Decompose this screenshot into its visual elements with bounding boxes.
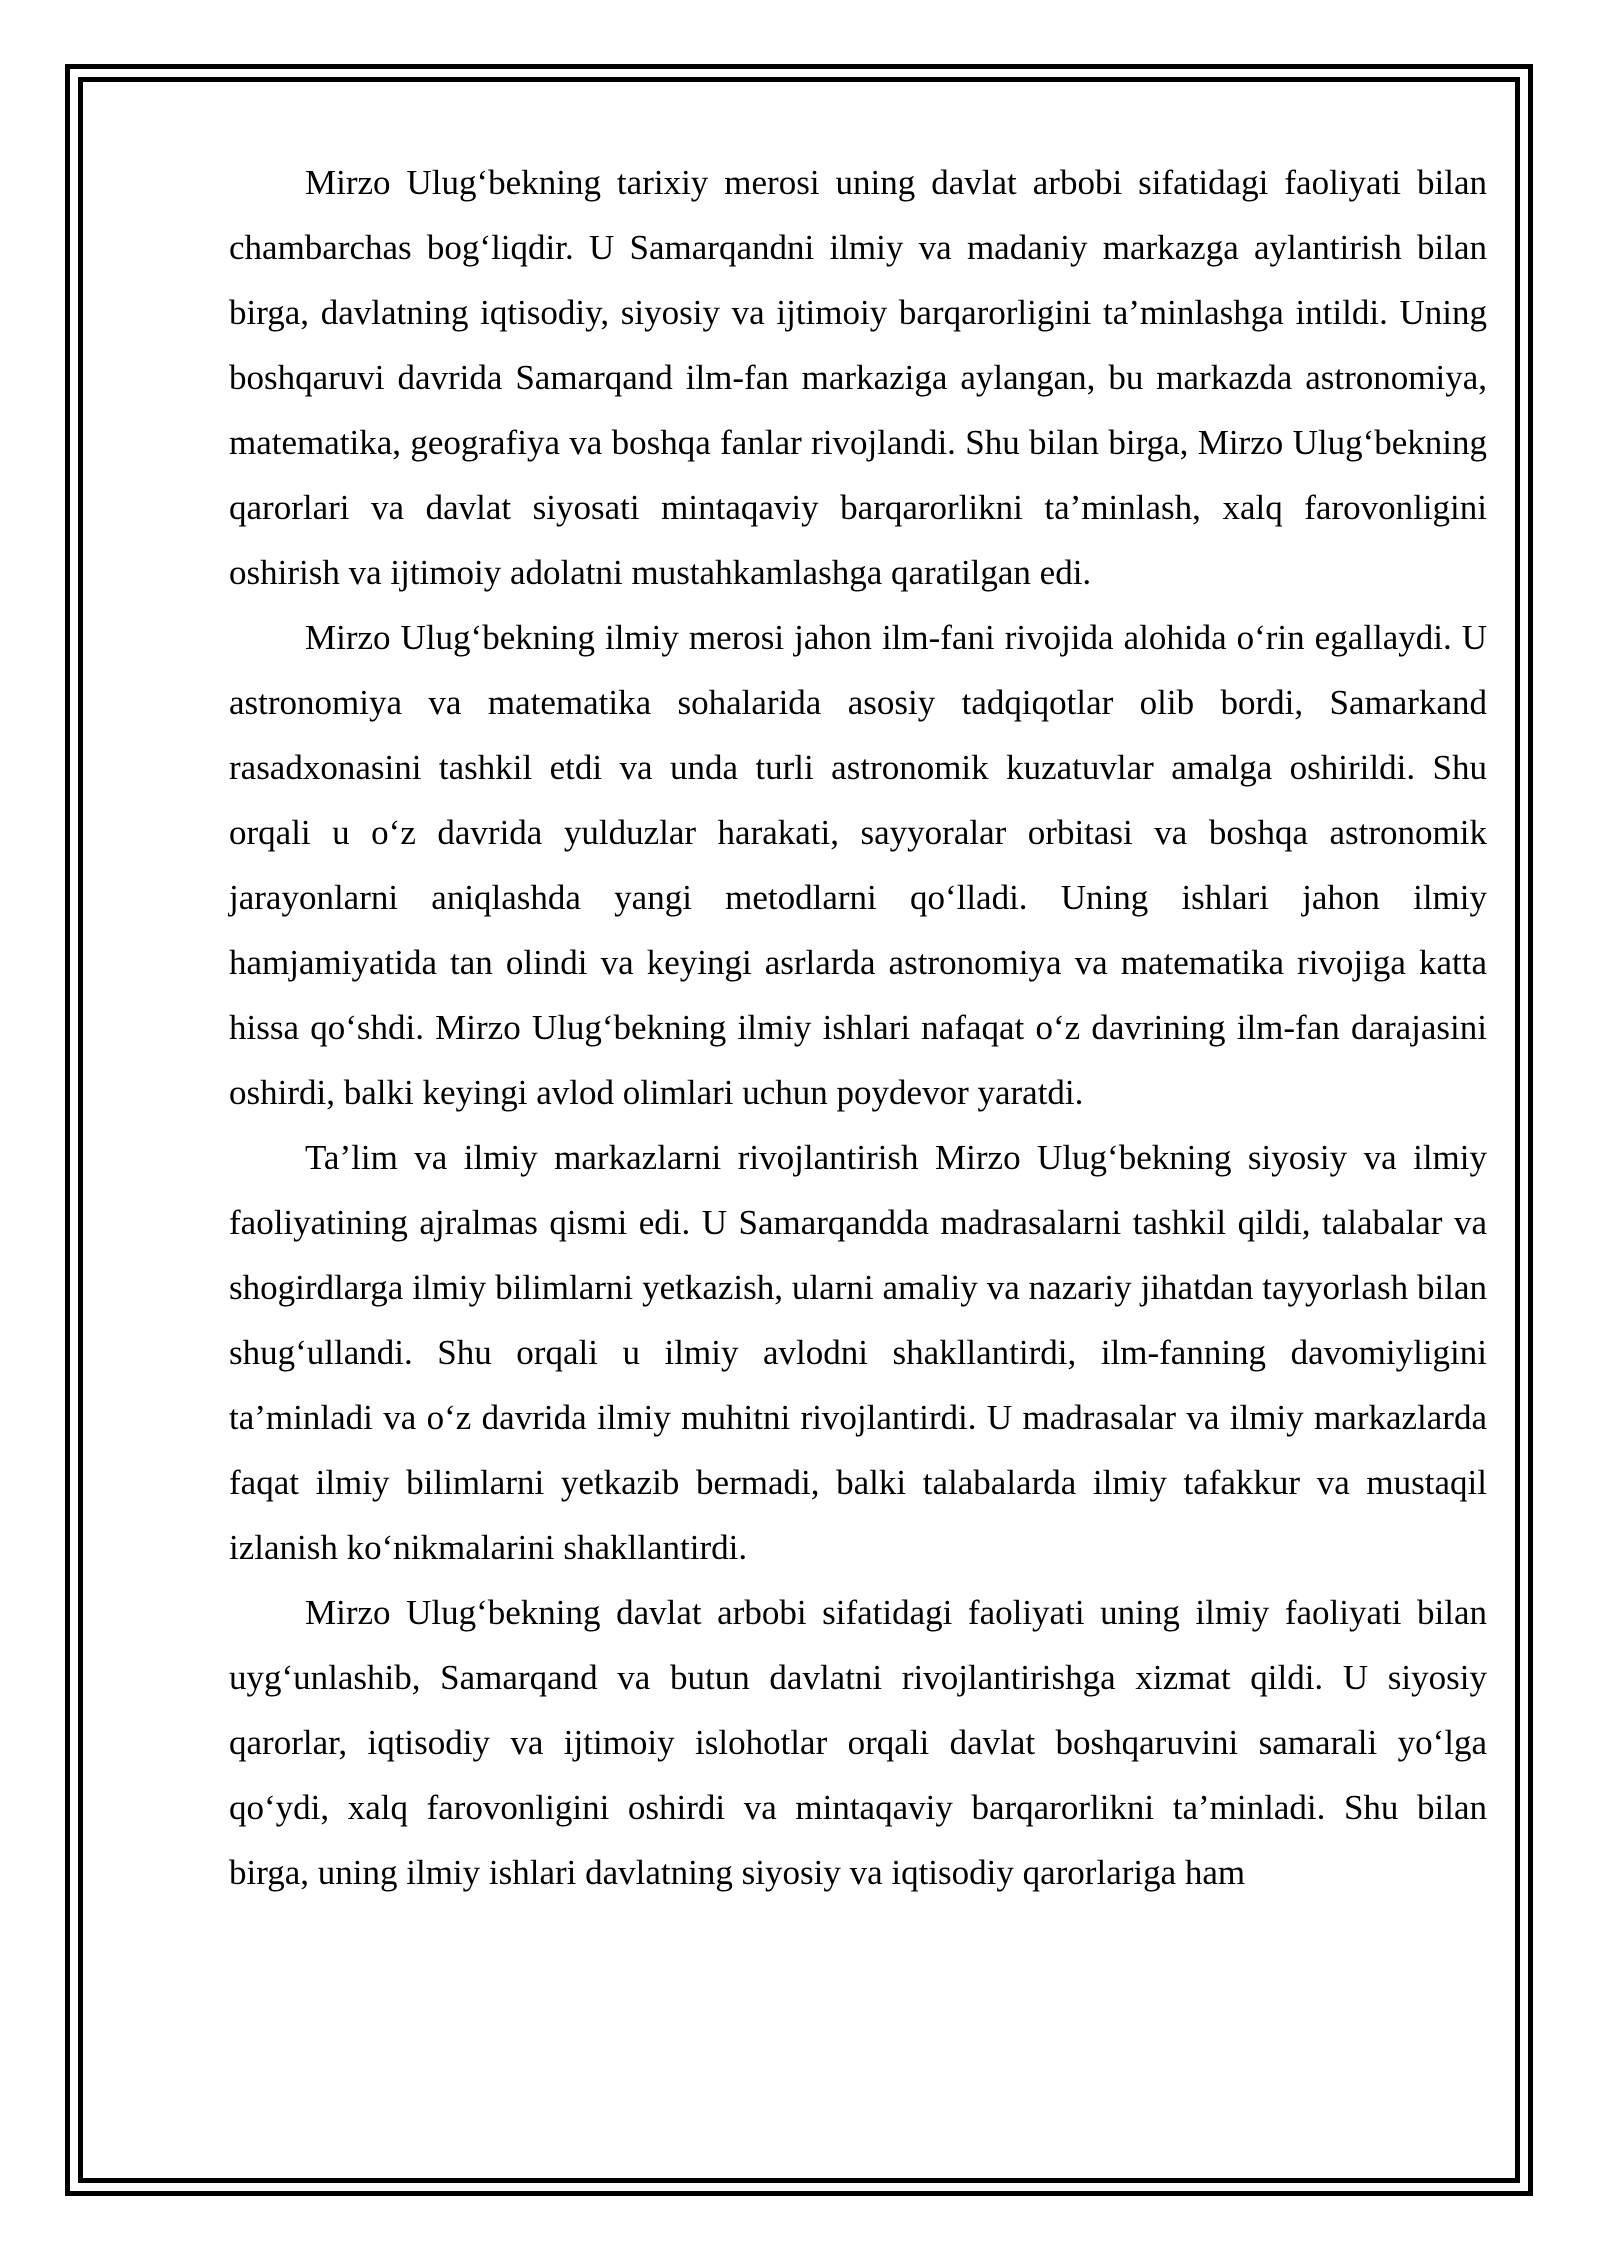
paragraph-4: Mirzo Ulug‘bekning davlat arbobi sifatidagi faoliyati uning ilmiy faoliyati bilan uyg‘unlashib, Samarqand va butun davlatni rivojlantirishga xizmat qildi. U siyosiy qarorlar, iqtisodiy va ijtimoiy islohotlar orqali davlat boshqaruvini samarali yo‘lga qo‘ydi, xalq farovonligini oshirdi va mintaqaviy barqarorlikni ta’minladi. Shu bilan birga, uning ilmiy ishlari davlatning siyosiy va iqtisodiy qarorlariga ham bbox=[229, 1593, 1487, 1892]
paragraph-1: Mirzo Ulug‘bekning tarixiy merosi uning davlat arbobi sifatidagi faoliyati bilan chambarchas bog‘liqdir. U Samarqandni ilmiy va madaniy markazga aylantirish bilan birga, davlatning iqtisodiy, siyosiy va ijtimoiy barqarorligini ta’minlashga intildi. Uning boshqaruvi davrida Samarqand ilm-fan markaziga aylangan, bu markazda astronomiya, matematika, geografiya va boshqa fanlar rivojlandi. Shu bilan birga, Mirzo Ulug‘bekning qarorlari va davlat siyosati mintaqaviy barqarorlikni ta’minlash, xalq farovonligini oshirish va ijtimoiy adolatni mustahkamlashga qaratilgan edi. bbox=[229, 163, 1487, 592]
paragraph-3: Ta’lim va ilmiy markazlarni rivojlantirish Mirzo Ulug‘bekning siyosiy va ilmiy faoliyatining ajralmas qismi edi. U Samarqandda madrasalarni tashkil qildi, talabalar va shogirdlarga ilmiy bilimlarni yetkazish, ularni amaliy va nazariy jihatdan tayyorlash bilan shug‘ullandi. Shu orqali u ilmiy avlodni shakllantirdi, ilm-fanning davomiyligini ta’minladi va o‘z davrida ilmiy muhitni rivojlantirdi. U madrasalar va ilmiy markazlarda faqat ilmiy bilimlarni yetkazib bermadi, balki talabalarda ilmiy tafakkur va mustaqil izlanish ko‘nikmalarini shakllantirdi. bbox=[229, 1138, 1487, 1567]
paragraph-2: Mirzo Ulug‘bekning ilmiy merosi jahon ilm-fani rivojida alohida o‘rin egallaydi. U astronomiya va matematika sohalarida asosiy tadqiqotlar olib bordi, Samarkand rasadxonasini tashkil etdi va unda turli astronomik kuzatuvlar amalga oshirildi. Shu orqali u o‘z davrida yulduzlar harakati, sayyoralar orbitasi va boshqa astronomik jarayonlarni aniqlashda yangi metodlarni qo‘lladi. Uning ishlari jahon ilmiy hamjamiyatida tan olindi va keyingi asrlarda astronomiya va matematika rivojiga katta hissa qo‘shdi. Mirzo Ulug‘bekning ilmiy ishlari nafaqat o‘z davrining ilm-fan darajasini oshirdi, balki keyingi avlod olimlari uchun poydevor yaratdi. bbox=[229, 618, 1487, 1112]
document-body bbox=[229, 150, 1487, 1905]
